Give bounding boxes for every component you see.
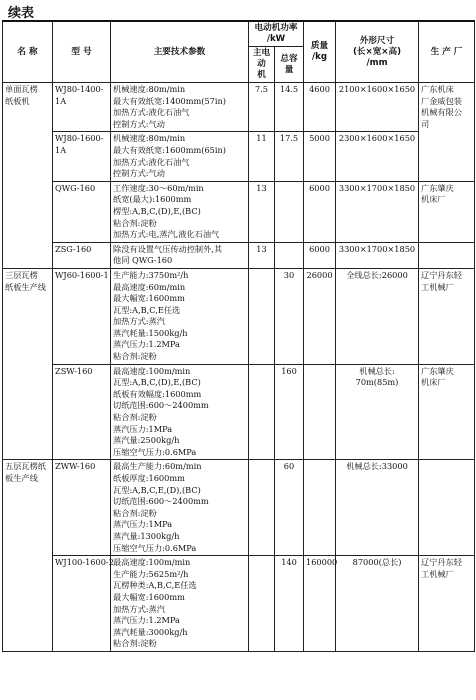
mass: [304, 132, 336, 181]
tech-params-line: 蒸汽压力:1.2MPa: [113, 615, 180, 626]
dimensions-line: 87000(总长): [352, 557, 402, 568]
tech-params-line: 控制方式:气动: [113, 118, 165, 129]
col-header-power: 电动机功率 /kW: [249, 21, 304, 47]
manufacturer: [419, 364, 475, 460]
tech-params-line: 纸板厚度:1600mm: [113, 473, 185, 483]
total-capacity-line: 160: [281, 365, 297, 376]
mass: [304, 242, 336, 268]
col-header-name: 名 称: [3, 21, 53, 83]
spec-table: [2, 20, 475, 652]
total-capacity: [275, 364, 304, 460]
total-capacity-line: 14.5: [279, 84, 299, 94]
mass: [304, 268, 336, 364]
table-row: [3, 181, 475, 242]
tech-params-line: 切纸范围:600～2400mm: [113, 496, 209, 507]
tech-params-line: 蒸汽量:1300kg/h: [113, 530, 180, 541]
manufacturer-line: 广东肇庆: [421, 365, 454, 376]
tech-params-line: 蒸汽压力:1MPa: [113, 519, 173, 530]
tech-params-line: 最高速度:60m/min: [113, 281, 186, 292]
main-motor-power-line: 13: [256, 182, 267, 193]
mass: [304, 556, 336, 652]
manufacturer: [419, 460, 475, 556]
model-line: WJ80-1400-: [55, 84, 104, 94]
tech-params-line: 最高生产能力:60m/min: [113, 461, 202, 472]
manufacturer-line: 司: [421, 118, 430, 129]
tech-params-line: 纸板有效幅度:1600mm: [113, 388, 202, 399]
tech-params-line: 蒸汽量:2500kg/h: [113, 435, 180, 446]
model-line: ZSW-160: [55, 365, 93, 376]
main-motor-power-line: 11: [256, 133, 267, 144]
product-name-line: 三层瓦楞: [5, 269, 38, 280]
model-line: ZWW-160: [55, 461, 96, 472]
table-body: [3, 83, 475, 652]
product-name: [3, 268, 53, 460]
tech-params-line: 工作速度:30～60m/min: [113, 182, 204, 193]
tech-params: [111, 364, 249, 460]
main-motor-power-line: 7.5: [254, 84, 269, 94]
main-motor-power: [249, 364, 275, 460]
product-name: [3, 83, 53, 269]
tech-params-line: 蒸汽耗量:1500kg/h: [113, 327, 188, 338]
manufacturer-line: 机械有限公: [421, 107, 462, 118]
model-line: 1A: [55, 144, 67, 155]
tech-params-line: 粘合剂:淀粉: [113, 217, 157, 228]
tech-params-line: 最大有效纸宽:1600mm(65in): [113, 144, 226, 155]
dimensions: [336, 83, 419, 132]
tech-params-line: 压缩空气压力:0.6MPa: [113, 542, 197, 553]
total-capacity: [275, 83, 304, 132]
col-header-mass: 质量 /kg: [304, 21, 336, 83]
table-row: [3, 242, 475, 268]
dimensions-line: 3300×1700×1850: [338, 182, 416, 193]
tech-params-line: 最高速度:100m/min: [113, 557, 191, 568]
total-capacity: [275, 460, 304, 556]
tech-params-line: 粘合剂:淀粉: [113, 507, 157, 518]
dimensions: [336, 268, 419, 364]
mass-line: 26000: [306, 269, 333, 280]
tech-params-line: 最大幅宽:1600mm: [113, 591, 185, 602]
dimensions-line: 70m(85m): [355, 377, 399, 388]
main-motor-power: [249, 242, 275, 268]
product-name-line: 单面瓦楞: [5, 84, 38, 94]
tech-params-line: 控制方式:气动: [113, 168, 165, 179]
tech-params-line: 加热方式:液化石油气: [113, 156, 190, 167]
model: [53, 556, 114, 652]
tech-params-line: 他同 QWG-160: [113, 255, 173, 266]
tech-params-line: 蒸汽压力:1MPa: [113, 423, 173, 434]
tech-params: [111, 83, 249, 132]
model: [53, 364, 111, 460]
mass-line: 5000: [309, 133, 330, 144]
dimensions-line: 机械总长:: [359, 365, 395, 376]
col-header-params: 主要技术参数: [111, 21, 249, 83]
mass-line: 4600: [309, 84, 330, 94]
tech-params-line: 蒸汽压力:1.2MPa: [113, 339, 180, 350]
dimensions-line: 2100×1600×1650: [338, 84, 416, 94]
model: [53, 83, 111, 132]
tech-params-line: 粘合剂:淀粉: [113, 412, 157, 423]
model-line: ZSG-160: [55, 243, 92, 254]
table-row: [3, 132, 475, 181]
model-line: QWG-160: [55, 182, 96, 193]
table-row: [3, 460, 475, 556]
tech-params: [111, 460, 249, 556]
dimensions-line: 2300×1600×1650: [338, 133, 416, 144]
manufacturer: [419, 242, 475, 268]
mass-line: 160000: [306, 557, 338, 568]
manufacturer-line: 工机械厂: [421, 281, 454, 292]
table-row: [3, 364, 475, 460]
model: [53, 268, 111, 364]
tech-params-line: 粘合剂:淀粉: [113, 638, 157, 649]
model-line: WJ60-1600-1: [55, 269, 109, 280]
manufacturer: [419, 83, 475, 182]
product-name-line: 五层瓦楞纸: [5, 461, 46, 472]
total-capacity: [275, 132, 304, 181]
col-header-total-capacity: 总容量: [275, 47, 304, 83]
col-header-main-motor: 主电 动 机: [249, 47, 275, 83]
dimensions: [336, 181, 419, 242]
tech-params-line: 切纸范围:600～2400mm: [113, 400, 209, 411]
dimensions: [336, 132, 419, 181]
tech-params: [111, 132, 249, 181]
tech-params-line: 瓦楞种类:A,B,C,E任选: [113, 580, 197, 591]
mass: [304, 181, 336, 242]
tech-params: [111, 268, 249, 364]
tech-params-line: 加热方式:蒸汽: [113, 603, 165, 614]
model: [53, 242, 111, 268]
model: [53, 132, 111, 181]
dimensions: [336, 364, 419, 460]
model: [53, 181, 111, 242]
total-capacity-line: 60: [283, 461, 295, 472]
tech-params-line: 压缩空气压力:0.6MPa: [113, 446, 197, 457]
tech-params: [111, 242, 249, 268]
tech-params-line: 机械速度:80m/min: [113, 84, 186, 94]
main-motor-power: [249, 181, 275, 242]
manufacturer: [419, 556, 475, 652]
tech-params-line: 最大有效纸宽:1400mm(57in): [113, 95, 226, 106]
manufacturer-line: 厂金威包装: [421, 95, 462, 106]
model-line: 1A: [55, 95, 67, 106]
table-row: [3, 268, 475, 364]
main-motor-power: [249, 83, 275, 132]
tech-params-line: 纸宽(最大):1600mm: [113, 194, 192, 205]
dimensions: [336, 460, 419, 556]
mass-line: 6000: [309, 182, 330, 193]
product-name: [3, 460, 53, 652]
tech-params: [111, 181, 249, 242]
manufacturer-line: 广东机床: [421, 84, 454, 94]
total-capacity: [275, 242, 304, 268]
tech-params-line: 瓦型:A,B,C,E任选: [113, 304, 181, 315]
total-capacity-line: 17.5: [279, 133, 299, 144]
total-capacity-line: 30: [283, 269, 295, 280]
product-name-line: 板生产线: [5, 473, 38, 483]
tech-params-line: 瓦型:A,B,C,(D),E,(BC): [113, 377, 201, 388]
mass-line: 6000: [309, 243, 330, 254]
total-capacity: [275, 556, 304, 652]
mass: [304, 83, 336, 132]
col-header-maker: 生 产 厂: [419, 21, 475, 83]
model-line: WJ100-1600-2: [55, 557, 114, 568]
dimensions: [336, 556, 419, 652]
tech-params-line: 加热方式:蒸汽: [113, 316, 165, 327]
tech-params-line: 加热方式:电,蒸汽,液化石油气: [113, 229, 220, 240]
model-line: WJ80-1600-: [55, 133, 104, 144]
mass: [304, 364, 336, 460]
tech-params-line: 除没有设置气压传动控制外,其: [113, 243, 223, 254]
manufacturer: [419, 268, 475, 364]
product-name-line: 纸板生产线: [5, 281, 46, 292]
main-motor-power: [249, 460, 275, 556]
table-row: [3, 83, 475, 132]
tech-params-line: 最高速度:100m/min: [113, 365, 191, 376]
tech-params-line: 加热方式:液化石油气: [113, 107, 190, 118]
total-capacity: [275, 181, 304, 242]
col-header-dims: 外形尺寸 (长×宽×高) /mm: [336, 21, 419, 83]
total-capacity-line: 140: [281, 557, 297, 568]
mass: [304, 460, 336, 556]
col-header-model: 型 号: [53, 21, 111, 83]
tech-params-line: 楞型:A,B,C,(D),E,(BC): [113, 205, 201, 216]
table-row: [3, 556, 475, 652]
dimensions-line: 机械总长:33000: [346, 461, 408, 472]
main-motor-power-line: 13: [256, 243, 267, 254]
product-name-line: 纸板机: [5, 95, 30, 106]
table-caption: 续表: [8, 6, 35, 21]
dimensions-line: 3300×1700×1850: [338, 243, 416, 254]
main-motor-power: [249, 268, 275, 364]
tech-params-line: 机械速度:80m/min: [113, 133, 186, 144]
tech-params-line: 最大幅宽:1600mm: [113, 293, 185, 304]
manufacturer-line: 机床厂: [421, 194, 446, 205]
manufacturer-line: 广东肇庆: [421, 182, 454, 193]
tech-params: [111, 556, 249, 652]
tech-params-line: 粘合剂:淀粉: [113, 351, 157, 362]
manufacturer-line: 辽宁丹东轻: [421, 269, 462, 280]
main-motor-power: [249, 132, 275, 181]
tech-params-line: 生产能力:3750m²/h: [113, 269, 189, 280]
main-motor-power: [249, 556, 275, 652]
dimensions: [336, 242, 419, 268]
model: [53, 460, 111, 556]
manufacturer-line: 机床厂: [421, 377, 446, 388]
tech-params-line: 瓦型:A,B,C,E,(D),(BC): [113, 484, 201, 495]
total-capacity: [275, 268, 304, 364]
tech-params-line: 生产能力:5625m²/h: [113, 568, 189, 579]
tech-params-line: 蒸汽耗量:3000kg/h: [113, 626, 188, 637]
dimensions-line: 全线总长:26000: [346, 269, 408, 280]
manufacturer: [419, 181, 475, 242]
manufacturer-line: 工机械厂: [421, 568, 454, 579]
manufacturer-line: 辽宁丹东轻: [421, 557, 462, 568]
